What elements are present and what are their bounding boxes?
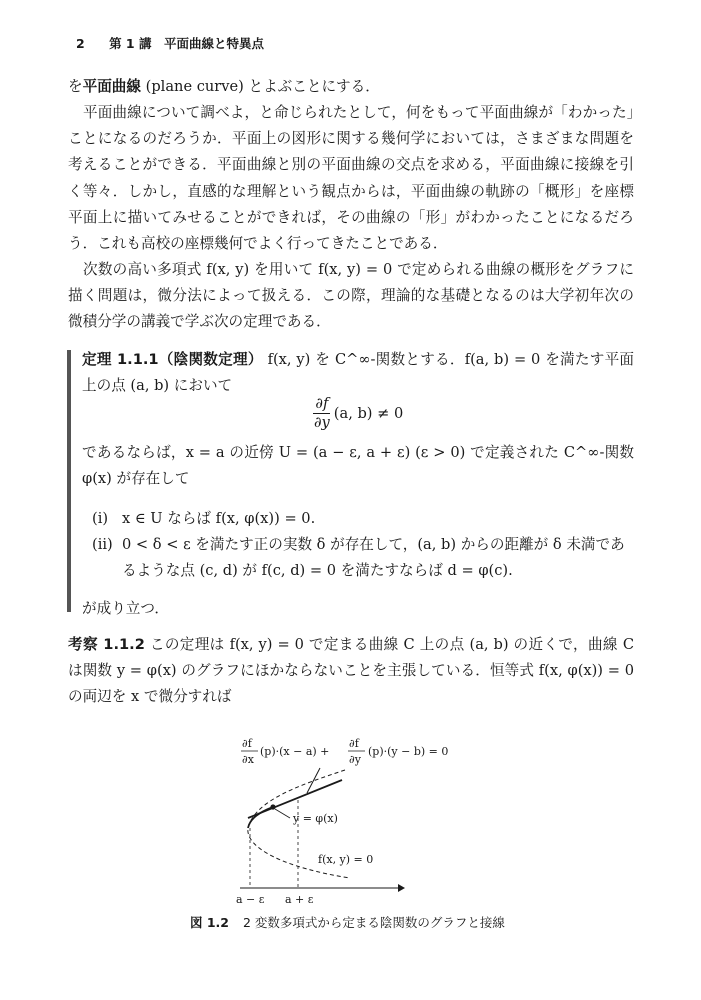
paragraph-3: 次数の高い多項式 f(x, y) を用いて f(x, y) = 0 で定められる曲線の概形をグラフに描く問題は，微分法によって扱える．この際，理論的な基礎となるのは大学初年次の微積分学の講義で学ぶ次の定理である． bbox=[68, 261, 634, 331]
eq-end: (p)·(y − b) = 0 bbox=[368, 745, 449, 758]
implicit-label: f(x, y) = 0 bbox=[318, 853, 374, 866]
eq-mid: (p)·(x − a) + bbox=[260, 745, 330, 758]
theorem-label: 定理 1.1.1（陰関数定理） bbox=[82, 351, 263, 368]
remark-text: この定理は f(x, y) = 0 で定まる曲線 C 上の点 (a, b) の近くで，曲線 C は関数 y = φ(x) のグラフにほかならないことを主張している．恒等式 f(x, φ(x)) = 0 の両辺を x で微分すれば bbox=[68, 636, 635, 706]
p1-rest: (plane curve) とよぶことにする． bbox=[141, 78, 380, 95]
item2-label: (ii) bbox=[92, 536, 113, 553]
remark-label: 考察 1.1.2 bbox=[68, 636, 145, 653]
p1-prefix: を bbox=[68, 78, 83, 95]
eq-df2: ∂f bbox=[349, 737, 359, 750]
theorem-item-2-cont: るような点 (c, d) が f(c, d) = 0 を満たすならば d = φ(c). bbox=[122, 562, 513, 579]
eq-numerator: ∂f bbox=[315, 395, 329, 412]
eq-rest: (a, b) ≠ 0 bbox=[333, 405, 404, 422]
tick-left-label: a − ε bbox=[236, 893, 265, 906]
item1-label: (i) bbox=[92, 510, 109, 527]
phi-pointer bbox=[275, 809, 290, 818]
term-plane-curve: 平面曲線 bbox=[82, 78, 141, 95]
curve-label: y = φ(x) bbox=[293, 812, 338, 825]
item1-text: x ∈ U ならば f(x, φ(x)) = 0. bbox=[122, 510, 316, 527]
theorem-line1: f(x, y) を C^∞-関数とする．f(a, b) = 0 を満たす平面上の点 (a, b) において bbox=[82, 351, 635, 395]
theorem-conclusion: が成り立つ． bbox=[82, 600, 169, 617]
caption-text: 2 変数多項式から定まる陰関数のグラフと接線 bbox=[242, 915, 505, 930]
x-axis-arrow bbox=[398, 884, 405, 892]
page-number: 2 bbox=[76, 36, 85, 51]
item2-text: 0 < δ < ε を満たす正の実数 δ が存在して，(a, b) からの距離が δ 未満であ bbox=[122, 536, 625, 553]
tick-right-label: a + ε bbox=[285, 893, 314, 906]
eq-dx: ∂x bbox=[242, 753, 254, 766]
eq-dy: ∂y bbox=[349, 753, 361, 766]
eq-denominator: ∂y bbox=[314, 414, 330, 431]
caption-label: 図 1.2 bbox=[190, 915, 229, 930]
figure-caption bbox=[190, 913, 505, 931]
tangent-equation bbox=[241, 737, 448, 766]
point-p bbox=[270, 804, 275, 809]
theorem-line2: であるならば，x = a の近傍 U = (a − ε, a + ε) (ε > 0) で定義された C^∞-関数 φ(x) が存在して bbox=[82, 444, 634, 488]
paragraph-2: 平面曲線について調べよ，と命じられたとして，何をもって平面曲線が「わかった」ことになるのだろうか．平面上の図形に関する幾何学においては，さまざまな問題を考えることができる．平面曲線と別の平面曲線の交点を求める，平面曲線に接線を引く等々．しかし，直感的な理解という観点からは，平面曲線の軌跡の「概形」を座標平面上に描いてみせることができれば，その曲線の「形」がわかったことになるだろう．これも高校の座標幾何でよく行ってきたことである． bbox=[68, 104, 634, 253]
eq-df1: ∂f bbox=[242, 737, 252, 750]
chapter-title: 第 1 講 平面曲線と特異点 bbox=[109, 36, 264, 51]
